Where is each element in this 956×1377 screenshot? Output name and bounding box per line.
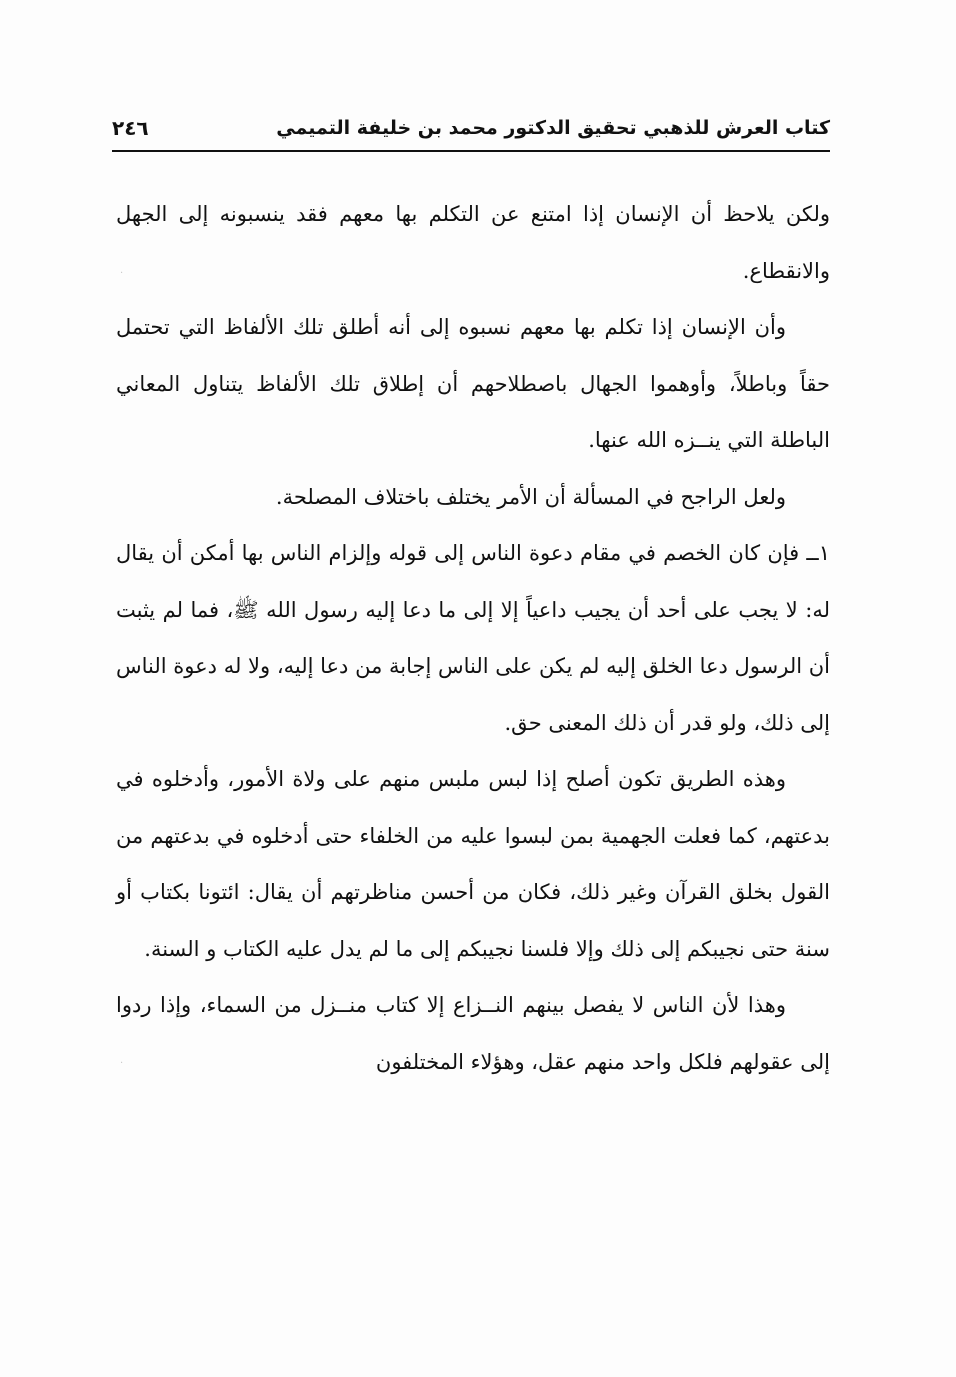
paragraph: وهذه الطريق تكون أصلح إذا لبس ملبس منهم على ولاة الأمور، وأدخلوه في بدعتهم، كما فعلت الجهمية بمن لبسوا عليه من الخلفاء حتى أدخلوه في بدعتهم من القول بخلق القرآن وغير ذلك، فكان من أحسن مناظرتهم أن يقال: ائتونا بكتاب أو سنة حتى نجيبكم إلى ذلك وإلا فلسنا نجيبكم إلى ما لم يدل عليه الكتاب و السنة. (116, 767, 830, 961)
header-title: كتاب العرش للذهبي تحقيق الدكتور محمد بن خليفة التميمي (276, 117, 830, 139)
paragraph: وهذا لأن الناس لا يفصل بينهم النــزاع إلا كتاب منــزل من السماء، وإذا ردوا إلى عقولهم فلكل واحد منهم عقل، وهؤلاء المختلفون (116, 993, 830, 1074)
paragraph: ولكن يلاحظ أن الإنسان إذا امتنع عن التكلم بها معهم فقد ينسبونه إلى الجهل والانقطاع. (116, 202, 830, 283)
running-header (112, 108, 830, 148)
paragraph: ١ــ فإن كان الخصم في مقام دعوة الناس إلى قوله وإلزام الناس بها أمكن أن يقال له: لا يجب على أحد أن يجيب داعياً إلا إلى ما دعا إليه رسول الله ﷺ، فما لم يثبت أن الرسول دعا الخلق إليه لم يكن على الناس إجابة من دعا إليه، ولا له دعوة الناس إلى ذلك، ولو قدر أن ذلك المعنى حق. (116, 541, 830, 735)
paragraph: ولعل الراجح في المسألة أن الأمر يختلف باختلاف المصلحة. (275, 484, 786, 509)
scan-speck: · (120, 268, 124, 279)
scan-speck: · (120, 1058, 124, 1069)
page-number: ٢٤٦ (112, 116, 149, 140)
paragraph: وأن الإنسان إذا تكلم بها معهم نسبوه إلى أنه أطلق تلك الألفاظ التي تحتمل حقاً وباطلاً، وأوهموا الجهال باصطلاحهم أن إطلاق تلك الألفاظ يتناول المعاني الباطلة التي ينــزه الله عنها. (116, 315, 830, 452)
header-rule (112, 150, 830, 152)
body-text (116, 186, 830, 1090)
